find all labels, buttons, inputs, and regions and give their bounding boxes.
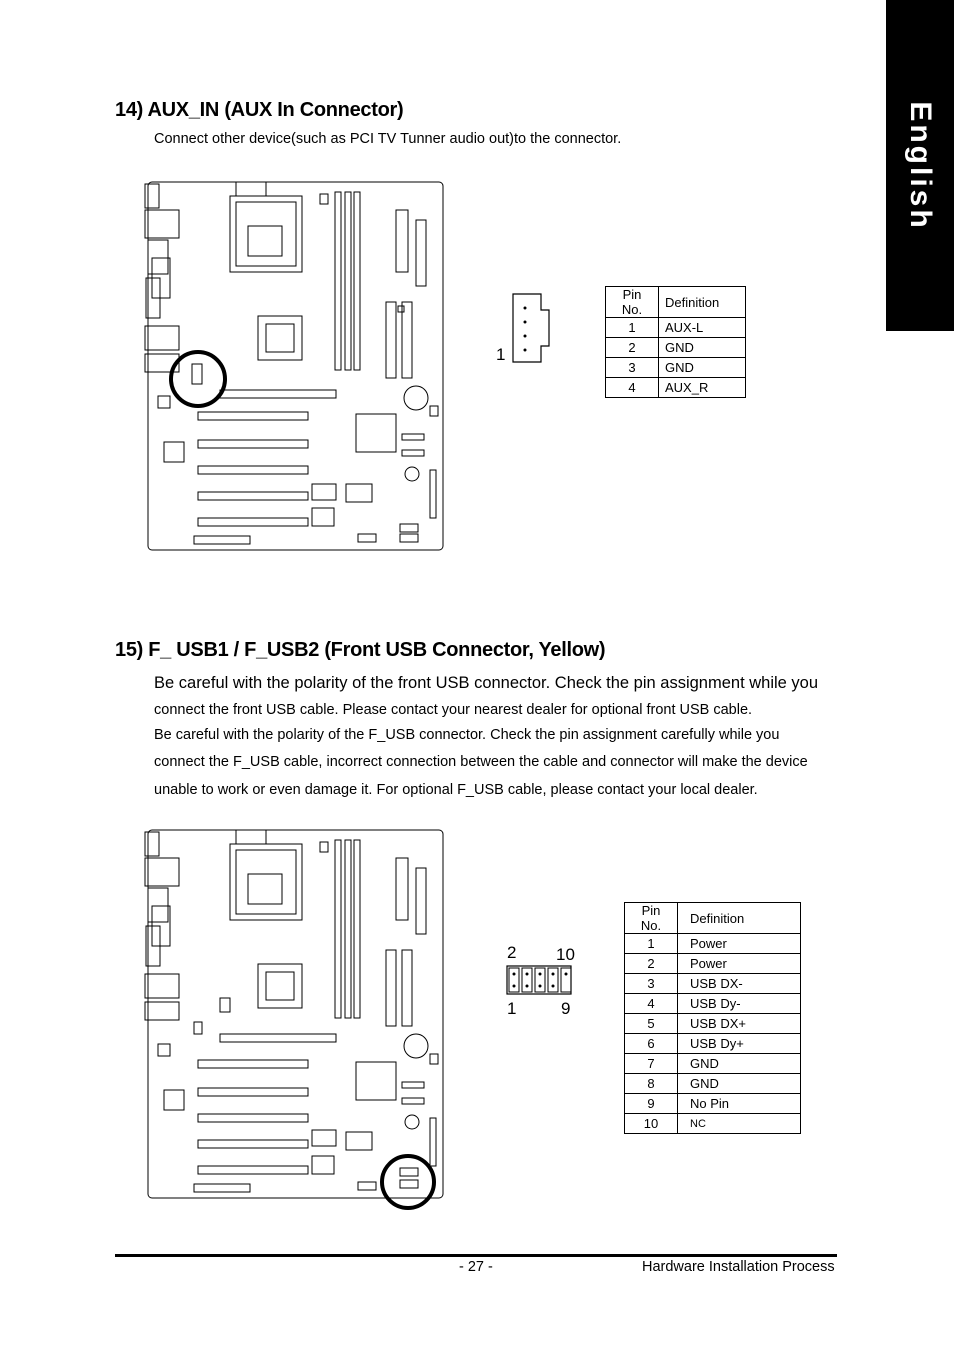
definition-cell: USB Dy- [678,994,801,1014]
section-15-para1-line2: connect the front USB cable. Please contact your nearest dealer for optional front USB cable. [154,702,753,718]
section-14-description: Connect other device(such as PCI TV Tunner audio out)to the connector. [154,131,622,147]
table-row [625,1094,801,1114]
section-15-para2-line2: connect the F_USB cable, incorrect connection between the cable and connector will make the device [154,754,808,770]
definition-cell: No Pin [678,1094,801,1114]
pin-cell: 1 [625,934,678,954]
table-row [606,318,746,338]
section-15-para2-line1: Be careful with the polarity of the F_USB connector. Check the pin assignment carefully while you [154,727,780,743]
footer-section-title: Hardware Installation Process [642,1259,835,1275]
usb-pin-2-label: 2 [507,943,517,962]
pin-cell: 4 [606,378,659,398]
table-row [625,1114,801,1134]
footer-rule [115,1254,837,1257]
pin-cell: 2 [625,954,678,974]
table-row [625,1034,801,1054]
header-pin-no: Pin No. [606,287,659,318]
table-row [606,338,746,358]
definition-cell: Power [678,954,801,974]
header-definition: Definition [659,287,746,318]
motherboard-diagram-usb [140,826,450,1211]
pin-cell: 6 [625,1034,678,1054]
language-tab-label: English [904,100,937,231]
language-tab [886,0,954,331]
motherboard-diagram-aux [140,178,450,558]
table-row [625,934,801,954]
definition-cell: AUX-L [659,318,746,338]
section-15-heading: 15) F_ USB1 / F_USB2 (Front USB Connector, Yellow) [115,639,606,661]
pin-cell: 3 [625,974,678,994]
definition-cell: NC [678,1114,801,1134]
definition-cell: USB DX+ [678,1014,801,1034]
definition-cell: USB DX- [678,974,801,994]
table-header-row [606,287,746,318]
section-15-para1-line1: Be careful with the polarity of the front USB connector. Check the pin assignment while you [154,674,819,692]
pin-cell: 10 [625,1114,678,1134]
pin-cell: 5 [625,1014,678,1034]
aux-pin-table [605,286,746,398]
table-header-row [625,903,801,934]
definition-cell: GND [678,1054,801,1074]
usb-pin-1-label: 1 [507,999,517,1018]
usb-pin-table [624,902,801,1134]
table-row [625,1014,801,1034]
definition-cell: GND [659,338,746,358]
table-row [625,1054,801,1074]
section-15-para2-line3: unable to work or even damage it. For optional F_USB cable, please contact your local dealer. [154,782,758,798]
pin-cell: 2 [606,338,659,358]
table-row [625,954,801,974]
usb-pin-10-label: 10 [556,945,575,964]
definition-cell: AUX_R [659,378,746,398]
definition-cell: GND [678,1074,801,1094]
table-row [606,378,746,398]
header-definition: Definition [678,903,801,934]
table-row [625,1074,801,1094]
table-row [606,358,746,378]
aux-pin-1-label: 1 [496,345,506,364]
section-14-heading: 14) AUX_IN (AUX In Connector) [115,99,404,121]
pin-cell: 7 [625,1054,678,1074]
definition-cell: GND [659,358,746,378]
pin-cell: 3 [606,358,659,378]
page-number: - 27 - [459,1259,493,1275]
table-row [625,994,801,1014]
aux-connector-drawing [505,290,555,370]
definition-cell: Power [678,934,801,954]
header-pin-no: Pin No. [625,903,678,934]
usb-pin-9-label: 9 [561,999,571,1018]
usb-header-drawing [503,962,577,998]
table-row [625,974,801,994]
definition-cell: USB Dy+ [678,1034,801,1054]
pin-cell: 4 [625,994,678,1014]
pin-cell: 1 [606,318,659,338]
pin-cell: 8 [625,1074,678,1094]
pin-cell: 9 [625,1094,678,1114]
